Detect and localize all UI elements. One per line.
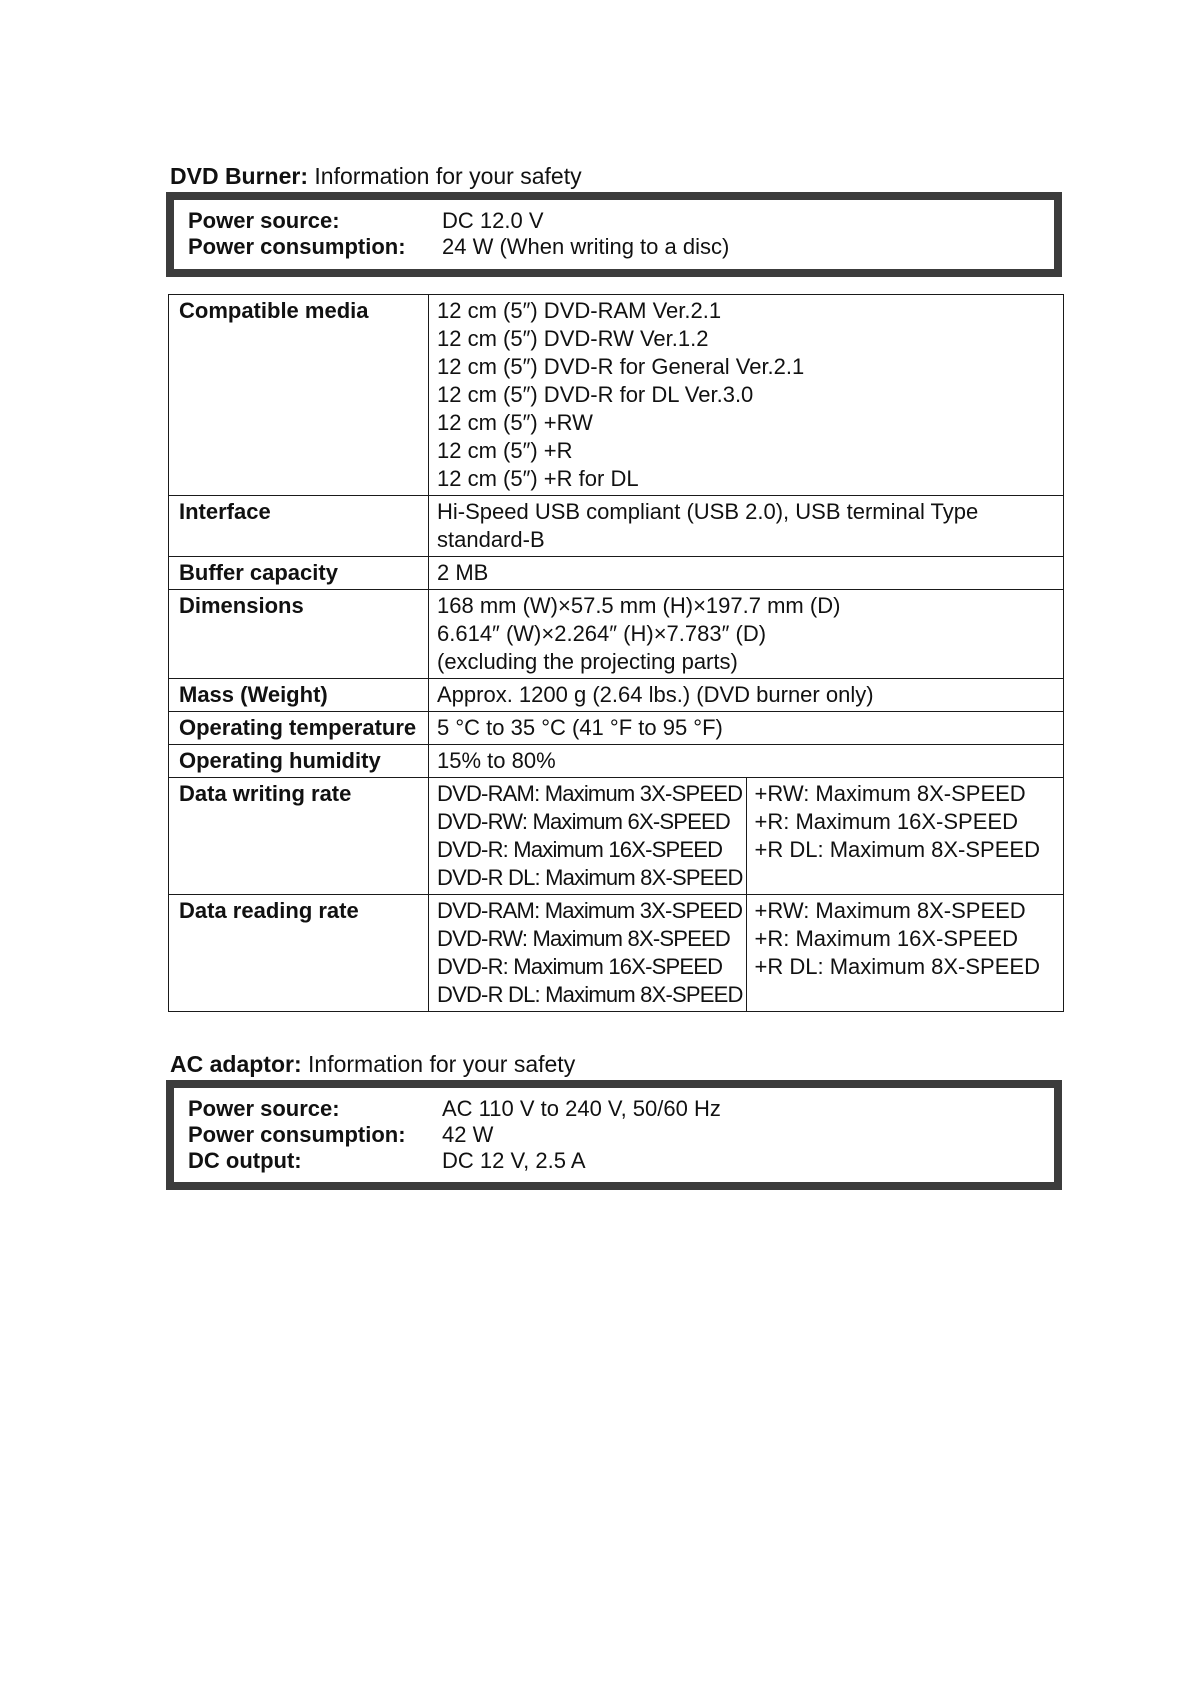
writing-rate-line: DVD-RW: Maximum 6X-SPEED: [437, 809, 730, 834]
reading-rate-line: DVD-R: Maximum 16X-SPEED: [437, 954, 723, 979]
writing-rate-line: +R DL: Maximum 8X-SPEED: [754, 837, 1040, 862]
spec-label-operating-temperature: Operating temperature: [169, 712, 429, 745]
spec-label-data-reading-rate: Data reading rate: [169, 895, 429, 1012]
reading-rate-line: +R: Maximum 16X-SPEED: [754, 926, 1018, 951]
spec-value-mass: Approx. 1200 g (2.64 lbs.) (DVD burner only): [429, 679, 1064, 712]
media-line: 12 cm (5″) DVD-RAM Ver.2.1: [437, 298, 722, 323]
ac-adaptor-heading: [170, 1050, 575, 1078]
media-line: 12 cm (5″) +R: [437, 438, 573, 463]
dimensions-line: (excluding the projecting parts): [437, 649, 738, 674]
ac-adaptor-heading-bold: AC adaptor:: [170, 1051, 302, 1077]
spec-value-operating-humidity: 15% to 80%: [429, 745, 1064, 778]
specifications-table: [168, 294, 1064, 1012]
writing-rate-line: +R: Maximum 16X-SPEED: [754, 809, 1018, 834]
media-line: 12 cm (5″) +R for DL: [437, 466, 639, 491]
dvd-power-consumption-label: Power consumption:: [188, 234, 406, 259]
dimensions-line: 168 mm (W)×57.5 mm (H)×197.7 mm (D): [437, 593, 841, 618]
spec-row-operating-temperature: [169, 712, 1064, 745]
reading-rate-line: +RW: Maximum 8X-SPEED: [754, 898, 1026, 923]
dimensions-line: 6.614″ (W)×2.264″ (H)×7.783″ (D): [437, 621, 767, 646]
media-line: 12 cm (5″) +RW: [437, 410, 593, 435]
ac-dc-output-row: [188, 1148, 586, 1174]
spec-row-data-writing-rate: [169, 778, 1064, 895]
spec-value-compatible-media: [429, 295, 1064, 496]
ac-power-source-label: Power source:: [188, 1096, 340, 1121]
ac-safety-box: [166, 1080, 1062, 1190]
ac-power-consumption-label: Power consumption:: [188, 1122, 406, 1147]
ac-dc-output-label: DC output:: [188, 1148, 302, 1173]
dvd-power-source-label: Power source:: [188, 208, 340, 233]
reading-rate-line: DVD-RAM: Maximum 3X-SPEED: [437, 898, 743, 923]
spec-value-interface: [429, 496, 1064, 557]
dvd-burner-heading-bold: DVD Burner:: [170, 163, 309, 189]
ac-dc-output-value: DC 12 V, 2.5 A: [442, 1148, 586, 1173]
reading-rate-line: DVD-RW: Maximum 8X-SPEED: [437, 926, 730, 951]
writing-rate-line: DVD-R DL: Maximum 8X-SPEED: [437, 865, 743, 890]
interface-line: standard-B: [437, 527, 545, 552]
spec-row-mass: [169, 679, 1064, 712]
dvd-power-consumption-row: [188, 234, 729, 260]
reading-rate-line: +R DL: Maximum 8X-SPEED: [754, 954, 1040, 979]
spec-label-compatible-media: Compatible media: [169, 295, 429, 496]
writing-rate-line: DVD-R: Maximum 16X-SPEED: [437, 837, 723, 862]
spec-row-interface: [169, 496, 1064, 557]
media-line: 12 cm (5″) DVD-RW Ver.1.2: [437, 326, 709, 351]
ac-power-source-row: [188, 1096, 721, 1122]
spec-value-operating-temperature: 5 °C to 35 °C (41 °F to 95 °F): [429, 712, 1064, 745]
reading-rate-line: DVD-R DL: Maximum 8X-SPEED: [437, 982, 743, 1007]
ac-power-consumption-value: 42 W: [442, 1122, 494, 1147]
spec-label-mass: Mass (Weight): [169, 679, 429, 712]
spec-label-data-writing-rate: Data writing rate: [169, 778, 429, 895]
ac-power-source-value: AC 110 V to 240 V, 50/60 Hz: [442, 1096, 721, 1121]
spec-label-buffer-capacity: Buffer capacity: [169, 557, 429, 590]
writing-rate-line: +RW: Maximum 8X-SPEED: [754, 781, 1026, 806]
spec-row-data-reading-rate: [169, 895, 1064, 1012]
dvd-power-source-value: DC 12.0 V: [442, 208, 544, 233]
reading-rate-dvd-column: [429, 895, 747, 1012]
spec-value-buffer-capacity: 2 MB: [429, 557, 1064, 590]
writing-rate-plus-column: [746, 778, 1064, 895]
ac-power-consumption-row: [188, 1122, 493, 1148]
writing-rate-line: DVD-RAM: Maximum 3X-SPEED: [437, 781, 743, 806]
spec-row-compatible-media: [169, 295, 1064, 496]
spec-row-buffer-capacity: [169, 557, 1064, 590]
spec-label-dimensions: Dimensions: [169, 590, 429, 679]
dvd-power-source-row: [188, 208, 544, 234]
reading-rate-plus-column: [746, 895, 1064, 1012]
dvd-safety-box: [166, 192, 1062, 277]
spec-row-operating-humidity: [169, 745, 1064, 778]
spec-label-operating-humidity: Operating humidity: [169, 745, 429, 778]
interface-line: Hi-Speed USB compliant (USB 2.0), USB terminal Type: [437, 499, 979, 524]
dvd-burner-heading-rest: Information for your safety: [308, 163, 582, 189]
media-line: 12 cm (5″) DVD-R for DL Ver.3.0: [437, 382, 754, 407]
spec-row-dimensions: [169, 590, 1064, 679]
writing-rate-dvd-column: [429, 778, 747, 895]
ac-adaptor-heading-rest: Information for your safety: [301, 1051, 576, 1077]
dvd-power-consumption-value: 24 W (When writing to a disc): [442, 234, 730, 259]
spec-value-dimensions: [429, 590, 1064, 679]
media-line: 12 cm (5″) DVD-R for General Ver.2.1: [437, 354, 805, 379]
dvd-burner-heading: [170, 162, 582, 190]
spec-label-interface: Interface: [169, 496, 429, 557]
